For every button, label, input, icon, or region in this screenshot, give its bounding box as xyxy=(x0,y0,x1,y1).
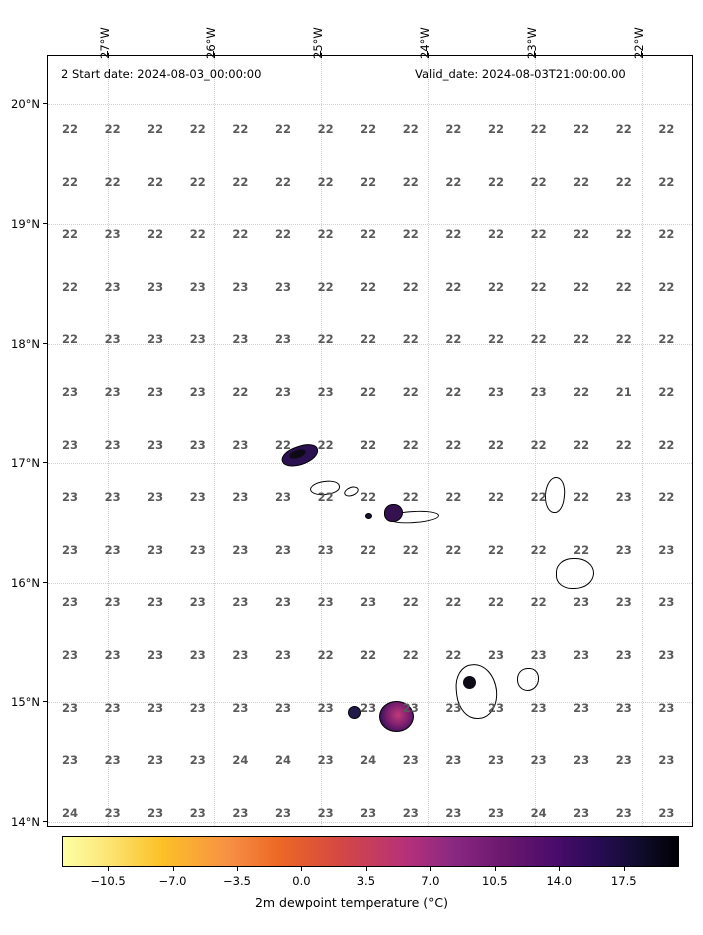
value-cell: 23 xyxy=(530,648,547,662)
value-cell: 23 xyxy=(487,385,505,399)
value-cell: 22 xyxy=(232,227,249,242)
value-cell: 24 xyxy=(530,805,547,820)
value-cell: 22 xyxy=(530,542,547,557)
ytick-label-4: 16°N xyxy=(11,576,40,590)
value-cell: 23 xyxy=(573,805,590,820)
value-cell: 22 xyxy=(615,227,632,242)
value-cell: 23 xyxy=(530,753,547,768)
value-cell: 23 xyxy=(573,753,590,768)
value-cell: 22 xyxy=(445,385,462,399)
value-cell: 22 xyxy=(445,279,462,294)
value-cell: 22 xyxy=(360,174,377,189)
value-cell: 22 xyxy=(445,648,462,662)
value-cell: 22 xyxy=(61,227,79,242)
value-cell: 22 xyxy=(402,595,419,610)
value-cell: 22 xyxy=(189,122,206,136)
value-cell: 22 xyxy=(61,174,79,189)
value-cell: 22 xyxy=(402,174,419,189)
value-cell: 23 xyxy=(232,332,249,347)
colorbar-tick-label-4: 3.5 xyxy=(356,874,376,888)
value-cell: 22 xyxy=(445,174,462,189)
value-cell: 23 xyxy=(360,595,377,610)
gridline-horizontal xyxy=(48,583,692,585)
value-cell: 23 xyxy=(402,805,419,820)
value-cell: 22 xyxy=(317,648,334,662)
value-cell: 23 xyxy=(530,385,547,399)
value-cell: 23 xyxy=(445,700,462,715)
value-cell: 22 xyxy=(573,279,590,294)
xtick-label-4: 23°W xyxy=(525,27,539,59)
value-cell: 23 xyxy=(573,700,590,715)
value-cell: 22 xyxy=(402,279,419,294)
value-cell: 22 xyxy=(445,437,462,452)
value-cell: 22 xyxy=(274,437,292,452)
value-cell: 23 xyxy=(658,595,675,610)
value-cell: 23 xyxy=(274,332,292,347)
value-cell: 23 xyxy=(61,595,79,610)
value-cell: 23 xyxy=(189,753,206,768)
value-cell: 23 xyxy=(232,490,249,505)
gridline-vertical xyxy=(428,56,430,826)
value-cell: 23 xyxy=(317,385,334,399)
ytick-label-3: 17°N xyxy=(11,456,40,470)
value-cell: 22 xyxy=(487,279,505,294)
island-santiago-core xyxy=(463,676,476,689)
value-cell: 23 xyxy=(147,490,164,505)
colorbar-title: 2m dewpoint temperature (°C) xyxy=(254,895,449,910)
value-cell: 22 xyxy=(487,437,505,452)
value-cell: 22 xyxy=(658,437,675,452)
colorbar-tick-mark xyxy=(301,867,302,871)
value-cell: 23 xyxy=(61,648,79,662)
value-cell: 22 xyxy=(147,122,164,136)
ytick-mark xyxy=(43,343,47,344)
value-cell: 22 xyxy=(360,385,377,399)
value-cell: 22 xyxy=(658,385,675,399)
value-cell: 23 xyxy=(658,753,675,768)
value-cell: 23 xyxy=(487,700,505,715)
value-cell: 23 xyxy=(573,648,590,662)
colorbar-tick-label-3: 0.0 xyxy=(292,874,311,888)
value-cell: 22 xyxy=(530,279,547,294)
value-cell: 22 xyxy=(360,437,377,452)
value-cell: 23 xyxy=(615,648,632,662)
value-cell: 23 xyxy=(104,595,121,610)
colorbar-gradient xyxy=(62,836,679,867)
value-cell: 23 xyxy=(615,542,632,557)
value-cell: 23 xyxy=(104,648,121,662)
value-cell: 22 xyxy=(104,174,121,189)
colorbar-tick-label-5: 7.0 xyxy=(421,874,440,888)
value-cell: 22 xyxy=(360,648,377,662)
value-cell: 23 xyxy=(104,700,121,715)
island-brava xyxy=(348,706,361,719)
ytick-mark xyxy=(43,821,47,822)
ytick-mark xyxy=(43,223,47,224)
value-cell: 22 xyxy=(317,279,334,294)
value-cell: 22 xyxy=(274,174,292,189)
value-cell: 23 xyxy=(615,805,632,820)
value-cell: 24 xyxy=(274,753,292,768)
value-cell: 23 xyxy=(487,648,505,662)
value-cell: 22 xyxy=(360,332,377,347)
ytick-label-0: 20°N xyxy=(11,97,40,111)
value-cell: 23 xyxy=(189,648,206,662)
value-cell: 23 xyxy=(104,385,121,399)
value-cell: 22 xyxy=(445,332,462,347)
value-cell: 22 xyxy=(274,122,292,136)
value-cell: 24 xyxy=(61,805,79,820)
value-cell: 23 xyxy=(232,437,249,452)
colorbar-tick-mark xyxy=(559,867,560,871)
gridline-horizontal xyxy=(48,463,692,465)
value-cell: 22 xyxy=(615,174,632,189)
value-cell: 23 xyxy=(104,279,121,294)
value-cell: 22 xyxy=(189,174,206,189)
gridline-vertical xyxy=(214,56,216,826)
value-cell: 24 xyxy=(232,753,249,768)
ytick-mark xyxy=(43,582,47,583)
ytick-label-2: 18°N xyxy=(11,337,40,351)
value-cell: 22 xyxy=(360,122,377,136)
ytick-label-6: 14°N xyxy=(11,815,40,829)
value-cell: 22 xyxy=(317,122,334,136)
value-cell: 22 xyxy=(658,279,675,294)
value-cell: 23 xyxy=(573,595,590,610)
value-cell: 22 xyxy=(573,437,590,452)
ytick-mark xyxy=(43,103,47,104)
value-cell: 23 xyxy=(104,753,121,768)
value-cell: 22 xyxy=(104,122,121,136)
value-cell: 23 xyxy=(189,385,206,399)
colorbar-tick-mark xyxy=(624,867,625,871)
gridline-horizontal xyxy=(48,104,692,106)
value-cell: 23 xyxy=(61,490,79,505)
value-cell: 22 xyxy=(615,279,632,294)
xtick-label-5: 22°W xyxy=(632,27,646,59)
value-cell: 23 xyxy=(189,700,206,715)
value-cell: 23 xyxy=(104,490,121,505)
value-cell: 22 xyxy=(445,542,462,557)
gridline-horizontal xyxy=(48,224,692,226)
value-cell: 22 xyxy=(402,437,419,452)
colorbar-tick-mark xyxy=(237,867,238,871)
value-cell: 23 xyxy=(61,437,79,452)
value-cell: 22 xyxy=(61,122,79,136)
value-cell: 23 xyxy=(189,595,206,610)
value-cell: 23 xyxy=(147,279,164,294)
value-cell: 22 xyxy=(445,595,462,610)
value-cell: 22 xyxy=(530,595,547,610)
value-cell: 23 xyxy=(317,700,334,715)
colorbar-tick-mark xyxy=(173,867,174,871)
value-cell: 23 xyxy=(232,542,249,557)
value-cell: 23 xyxy=(232,805,249,820)
colorbar-container[interactable] xyxy=(62,836,679,888)
start-date-label: Start date: 2024-08-03_00:00:00 xyxy=(72,67,262,81)
value-cell: 22 xyxy=(360,542,377,557)
value-cell: 23 xyxy=(274,648,292,662)
ytick-label-1: 19°N xyxy=(11,217,40,231)
value-cell: 22 xyxy=(658,122,675,136)
value-cell: 23 xyxy=(317,753,334,768)
value-cell: 22 xyxy=(487,490,505,505)
colorbar-tick-label-0: −10.5 xyxy=(90,874,126,888)
value-cell: 22 xyxy=(147,227,164,242)
gridline-horizontal xyxy=(48,822,692,824)
value-cell: 22 xyxy=(615,332,632,347)
value-cell: 23 xyxy=(189,805,206,820)
value-cell: 22 xyxy=(61,279,79,294)
colorbar-tick-label-1: −7.0 xyxy=(158,874,187,888)
value-cell: 24 xyxy=(360,753,377,768)
value-cell: 23 xyxy=(147,805,164,820)
value-cell: 22 xyxy=(402,385,419,399)
value-cell: 22 xyxy=(530,122,547,136)
corner-marker-label: 2 xyxy=(61,67,69,81)
value-cell: 22 xyxy=(530,490,547,505)
value-cell: 22 xyxy=(658,227,675,242)
value-cell: 23 xyxy=(615,490,632,505)
value-cell: 23 xyxy=(402,700,419,715)
value-cell: 23 xyxy=(615,595,632,610)
value-cell: 23 xyxy=(61,385,79,399)
xtick-label-3: 24°W xyxy=(418,27,432,59)
value-cell: 23 xyxy=(147,437,164,452)
value-cell: 23 xyxy=(360,700,377,715)
valid-date-label: Valid_date: 2024-08-03T21:00:00.00 xyxy=(415,67,626,81)
value-cell: 23 xyxy=(61,700,79,715)
value-cell: 23 xyxy=(274,700,292,715)
value-cell: 23 xyxy=(445,805,462,820)
value-cell: 23 xyxy=(317,805,334,820)
value-cell: 22 xyxy=(360,490,377,505)
value-cell: 22 xyxy=(402,227,419,242)
value-cell: 23 xyxy=(445,753,462,768)
value-cell: 22 xyxy=(274,227,292,242)
colorbar-tick-label-8: 17.5 xyxy=(610,874,637,888)
value-cell: 22 xyxy=(658,490,675,505)
value-cell: 22 xyxy=(487,332,505,347)
value-cell: 22 xyxy=(487,542,505,557)
value-cell: 22 xyxy=(402,122,419,136)
value-cell: 22 xyxy=(487,595,505,610)
value-cell: 23 xyxy=(658,542,675,557)
value-cell: 23 xyxy=(530,700,547,715)
value-cell: 22 xyxy=(530,227,547,242)
value-cell: 23 xyxy=(317,542,334,557)
value-cell: 22 xyxy=(615,122,632,136)
value-cell: 22 xyxy=(360,279,377,294)
value-cell: 23 xyxy=(189,332,206,347)
value-cell: 22 xyxy=(317,437,334,452)
value-cell: 22 xyxy=(573,174,590,189)
value-cell: 23 xyxy=(61,542,79,557)
value-cell: 23 xyxy=(658,805,675,820)
value-cell: 22 xyxy=(317,490,334,505)
value-cell: 23 xyxy=(232,648,249,662)
value-cell: 23 xyxy=(147,648,164,662)
value-cell: 23 xyxy=(147,542,164,557)
xtick-label-2: 25°W xyxy=(311,27,325,59)
value-cell: 23 xyxy=(615,753,632,768)
value-cell: 22 xyxy=(530,332,547,347)
value-cell: 22 xyxy=(445,490,462,505)
value-cell: 23 xyxy=(147,753,164,768)
value-cell: 22 xyxy=(573,122,590,136)
value-cell: 23 xyxy=(104,437,121,452)
value-cell: 22 xyxy=(573,490,590,505)
colorbar-tick-label-6: 10.5 xyxy=(482,874,508,888)
xtick-label-0: 27°W xyxy=(98,27,112,59)
value-cell: 23 xyxy=(189,490,206,505)
value-cell: 22 xyxy=(232,174,249,189)
value-cell: 23 xyxy=(274,595,292,610)
value-cell: 22 xyxy=(317,174,334,189)
value-cell: 22 xyxy=(232,122,249,136)
value-cell: 22 xyxy=(61,332,79,347)
xtick-label-1: 26°W xyxy=(204,27,218,59)
value-cell: 22 xyxy=(487,227,505,242)
colorbar-tick-label-2: −3.5 xyxy=(223,874,251,888)
colorbar-tick-mark xyxy=(108,867,109,871)
gridline-vertical xyxy=(642,56,644,826)
value-cell: 23 xyxy=(232,279,249,294)
value-cell: 22 xyxy=(573,385,590,399)
value-cell: 23 xyxy=(274,490,292,505)
value-cell: 22 xyxy=(615,437,632,452)
value-cell: 22 xyxy=(147,174,164,189)
value-cell: 23 xyxy=(104,227,121,242)
ytick-mark xyxy=(43,462,47,463)
island-santa-luzia xyxy=(343,485,360,499)
value-cell: 22 xyxy=(360,227,377,242)
value-cell: 23 xyxy=(658,700,675,715)
value-cell: 22 xyxy=(317,332,334,347)
map-axes[interactable] xyxy=(47,55,693,827)
value-cell: 23 xyxy=(104,542,121,557)
colorbar-tick-mark xyxy=(366,867,367,871)
value-cell: 22 xyxy=(232,385,249,399)
value-cell: 23 xyxy=(61,753,79,768)
colorbar-tick-mark xyxy=(495,867,496,871)
island-branco xyxy=(365,513,372,519)
value-cell: 23 xyxy=(232,700,249,715)
value-cell: 23 xyxy=(402,753,419,768)
value-cell: 23 xyxy=(274,542,292,557)
value-cell: 22 xyxy=(487,174,505,189)
colorbar-tick-label-7: 14.0 xyxy=(546,874,573,888)
value-cell: 22 xyxy=(573,332,590,347)
value-cell: 21 xyxy=(615,385,632,399)
value-cell: 23 xyxy=(104,332,121,347)
value-cell: 22 xyxy=(402,332,419,347)
value-cell: 23 xyxy=(360,805,377,820)
value-cell: 22 xyxy=(658,332,675,347)
value-cell: 23 xyxy=(487,753,505,768)
value-cell: 22 xyxy=(317,227,334,242)
ytick-label-5: 15°N xyxy=(11,695,40,709)
value-cell: 23 xyxy=(274,805,292,820)
value-cell: 23 xyxy=(232,595,249,610)
value-cell: 22 xyxy=(530,174,547,189)
value-cell: 22 xyxy=(445,122,462,136)
value-cell: 23 xyxy=(147,332,164,347)
value-cell: 23 xyxy=(274,279,292,294)
value-cell: 23 xyxy=(189,542,206,557)
value-cell: 22 xyxy=(487,122,505,136)
value-cell: 22 xyxy=(402,490,419,505)
value-cell: 23 xyxy=(615,700,632,715)
value-cell: 23 xyxy=(147,595,164,610)
value-cell: 22 xyxy=(402,648,419,662)
value-cell: 23 xyxy=(147,385,164,399)
value-cell: 23 xyxy=(317,595,334,610)
value-cell: 22 xyxy=(402,542,419,557)
colorbar-tick-mark xyxy=(430,867,431,871)
ytick-mark xyxy=(43,701,47,702)
value-cell: 22 xyxy=(189,227,206,242)
value-cell: 22 xyxy=(658,174,675,189)
value-cell: 23 xyxy=(487,805,505,820)
value-cell: 22 xyxy=(573,227,590,242)
value-cell: 23 xyxy=(189,279,206,294)
value-cell: 22 xyxy=(573,542,590,557)
value-cell: 22 xyxy=(445,227,462,242)
value-cell: 22 xyxy=(530,437,547,452)
island-sal xyxy=(543,476,567,514)
value-cell: 23 xyxy=(104,805,121,820)
value-cell: 23 xyxy=(274,385,292,399)
value-cell: 23 xyxy=(189,437,206,452)
value-cell: 23 xyxy=(147,700,164,715)
value-cell: 23 xyxy=(658,648,675,662)
